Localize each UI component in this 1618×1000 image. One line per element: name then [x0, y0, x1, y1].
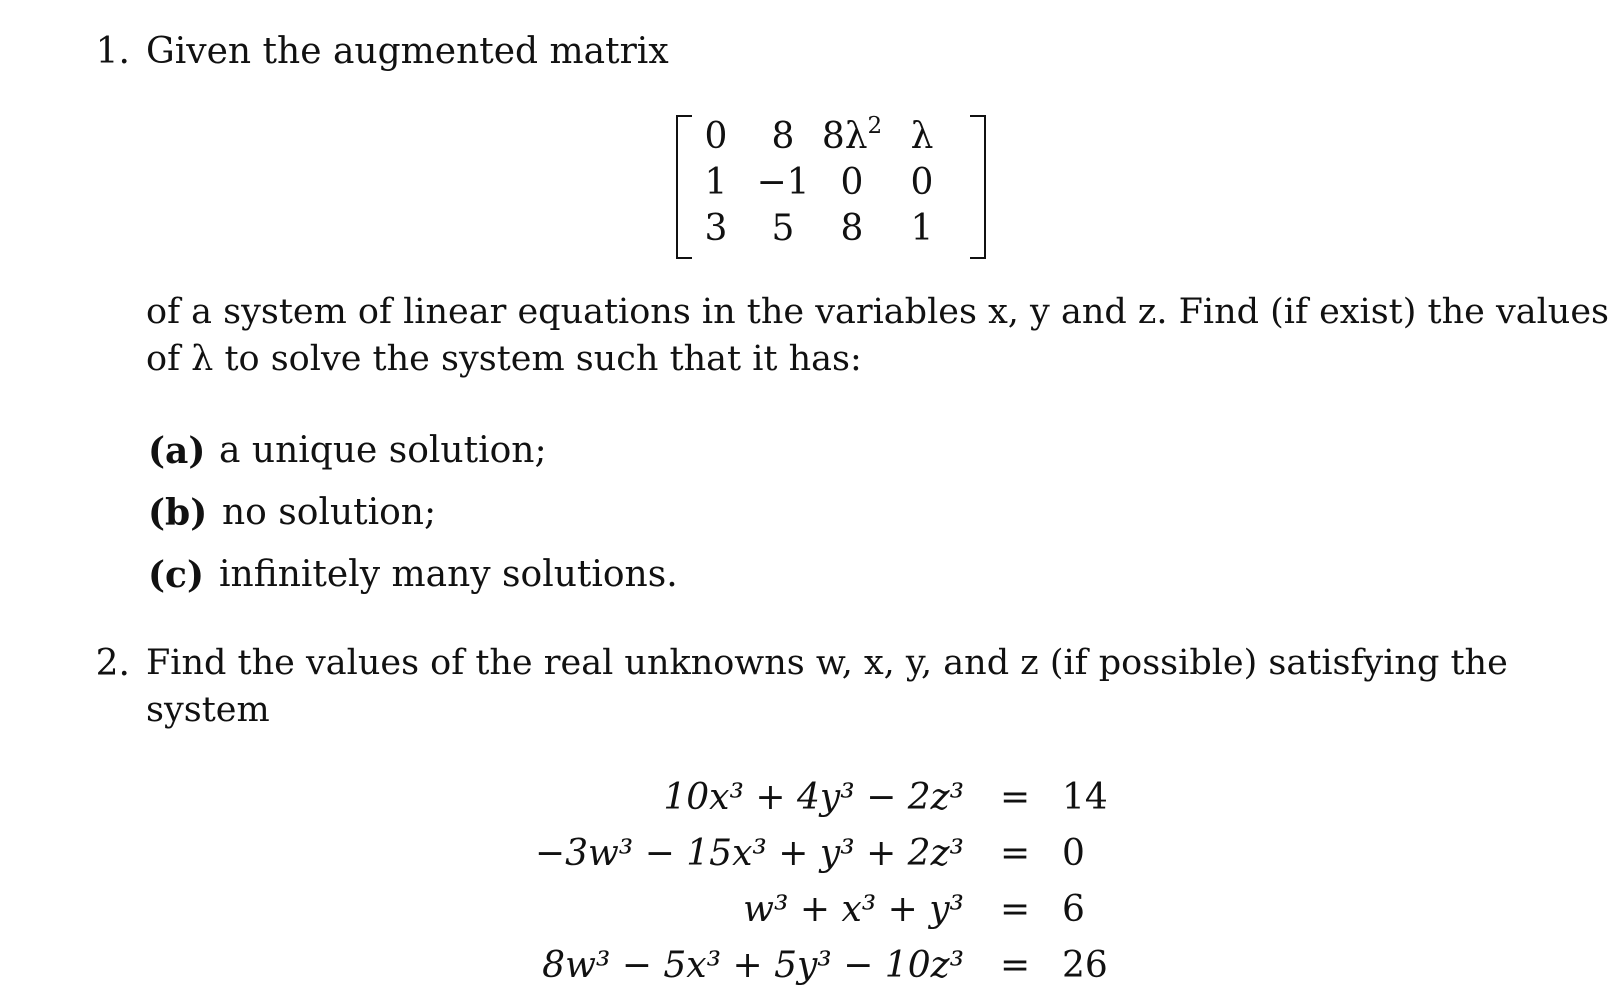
equation-equals: =	[1000, 889, 1031, 930]
problem-1-text-line-1: of a system of linear equations in the variables x, y and z. Find (if exist) the values	[146, 292, 1610, 332]
matrix-cell: 0	[704, 116, 728, 157]
matrix-cell: −1	[756, 162, 810, 203]
matrix-right-bracket	[970, 115, 986, 259]
equation-equals: =	[1000, 833, 1031, 874]
equation-rhs: 14	[1062, 777, 1108, 818]
problem-1-text-line-2: of λ to solve the system such that it has:	[146, 339, 862, 379]
equation-lhs: 8w³ − 5x³ + 5y³ − 10z³	[542, 945, 964, 986]
part-a-label: (a)	[148, 430, 206, 472]
matrix-cell: 8	[840, 208, 864, 249]
matrix-cell: 1	[910, 208, 934, 249]
part-c-label: (c)	[148, 554, 204, 596]
problem-2-number: 2.	[95, 643, 130, 684]
matrix-cell: 8	[771, 116, 795, 157]
matrix-cell: $8\lambda^2$	[821, 113, 883, 157]
part-c-text: infinitely many solutions.	[219, 554, 678, 595]
equation-lhs: −3w³ − 15x³ + y³ + 2z³	[534, 833, 964, 874]
matrix-cell: λ	[910, 116, 934, 157]
equation-rhs: 6	[1062, 889, 1085, 930]
equation-lhs: w³ + x³ + y³	[743, 889, 964, 930]
part-b-label: (b)	[148, 492, 208, 534]
equation-equals: =	[1000, 777, 1031, 818]
problem-1-number: 1.	[95, 31, 130, 72]
matrix-cell: 5	[771, 208, 795, 249]
matrix-cell: 0	[840, 162, 864, 203]
equation-lhs: 10x³ + 4y³ − 2z³	[663, 777, 964, 818]
matrix-cell: 0	[910, 162, 934, 203]
problem-2-text-line-1: Find the values of the real unknowns w, x, y, and z (if possible) satisfying the	[146, 643, 1508, 683]
augmented-matrix	[676, 115, 986, 255]
problem-1-intro: Given the augmented matrix	[146, 31, 669, 72]
part-a-text: a unique solution;	[219, 430, 547, 471]
equation-rhs: 26	[1062, 945, 1108, 986]
matrix-cell: 1	[704, 162, 728, 203]
matrix-cell: 3	[704, 208, 728, 249]
problem-2-text-line-2: system	[146, 690, 270, 730]
matrix-superscript: 2	[867, 113, 883, 139]
equation-rhs: 0	[1062, 833, 1085, 874]
part-b-text: no solution;	[222, 492, 437, 533]
equation-equals: =	[1000, 945, 1031, 986]
